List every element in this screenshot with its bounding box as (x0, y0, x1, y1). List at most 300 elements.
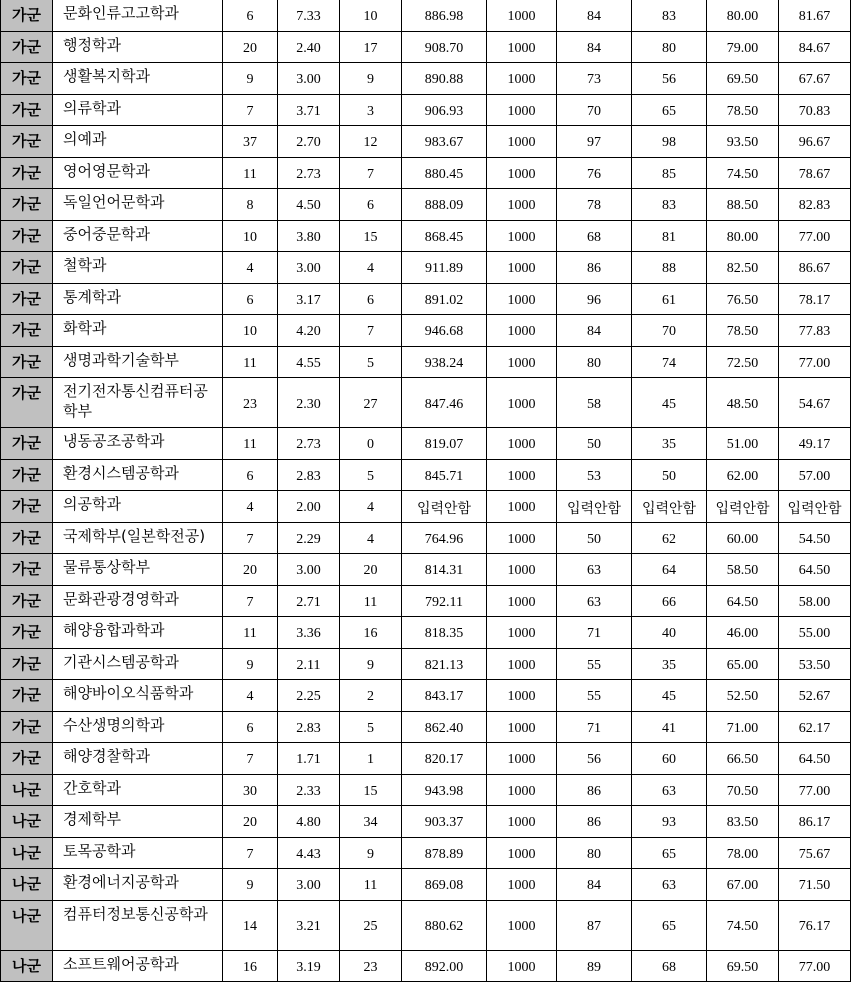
department-cell: 해양바이오식품학과 (53, 680, 223, 712)
table-row (1, 491, 851, 523)
score-full-cell: 1000 (487, 869, 557, 901)
group-cell: 가군 (1, 0, 53, 31)
subject-3-cell: 78.50 (707, 315, 779, 347)
score-cut-cell: 908.70 (402, 31, 487, 63)
average-cell: 77.00 (779, 346, 851, 378)
quota-cell: 9 (223, 648, 278, 680)
score-cut-cell: 891.02 (402, 283, 487, 315)
subject-2-cell: 64 (632, 554, 707, 586)
average-cell: 55.00 (779, 617, 851, 649)
department-cell: 화학과 (53, 315, 223, 347)
department-cell: 토목공학과 (53, 837, 223, 869)
waitlist-rank-cell: 15 (340, 774, 402, 806)
average-cell: 49.17 (779, 428, 851, 460)
score-full-cell: 1000 (487, 900, 557, 950)
competition-rate-cell: 2.29 (278, 522, 340, 554)
competition-rate-cell: 2.83 (278, 711, 340, 743)
score-cut-cell: 868.45 (402, 220, 487, 252)
quota-cell: 14 (223, 900, 278, 950)
table-row (1, 252, 851, 284)
subject-2-cell: 83 (632, 189, 707, 221)
department-cell: 컴퓨터정보통신공학과 (53, 900, 223, 950)
quota-cell: 4 (223, 491, 278, 523)
score-cut-cell: 821.13 (402, 648, 487, 680)
group-cell: 가군 (1, 491, 53, 523)
quota-cell: 16 (223, 950, 278, 982)
table-row (1, 869, 851, 901)
group-cell: 나군 (1, 900, 53, 950)
competition-rate-cell: 2.70 (278, 126, 340, 158)
competition-rate-cell: 3.80 (278, 220, 340, 252)
department-cell: 경제학부 (53, 806, 223, 838)
score-full-cell: 1000 (487, 950, 557, 982)
score-full-cell: 1000 (487, 346, 557, 378)
subject-1-cell: 80 (557, 346, 632, 378)
average-cell: 54.50 (779, 522, 851, 554)
subject-2-cell: 85 (632, 157, 707, 189)
subject-3-cell: 80.00 (707, 0, 779, 31)
competition-rate-cell: 2.30 (278, 378, 340, 428)
table-row (1, 126, 851, 158)
quota-cell: 7 (223, 743, 278, 775)
subject-1-cell: 56 (557, 743, 632, 775)
score-full-cell: 1000 (487, 459, 557, 491)
quota-cell: 7 (223, 94, 278, 126)
competition-rate-cell: 2.25 (278, 680, 340, 712)
quota-cell: 6 (223, 0, 278, 31)
quota-cell: 6 (223, 711, 278, 743)
score-full-cell: 1000 (487, 63, 557, 95)
score-full-cell: 1000 (487, 31, 557, 63)
score-cut-cell: 911.89 (402, 252, 487, 284)
subject-2-cell: 65 (632, 94, 707, 126)
score-cut-cell: 869.08 (402, 869, 487, 901)
score-cut-cell: 820.17 (402, 743, 487, 775)
department-cell: 의공학과 (53, 491, 223, 523)
quota-cell: 7 (223, 837, 278, 869)
group-cell: 가군 (1, 220, 53, 252)
subject-1-cell: 97 (557, 126, 632, 158)
score-full-cell: 1000 (487, 189, 557, 221)
waitlist-rank-cell: 2 (340, 680, 402, 712)
competition-rate-cell: 4.80 (278, 806, 340, 838)
average-cell: 75.67 (779, 837, 851, 869)
subject-1-cell: 84 (557, 31, 632, 63)
average-cell: 96.67 (779, 126, 851, 158)
score-full-cell: 1000 (487, 0, 557, 31)
group-cell: 가군 (1, 428, 53, 460)
table-row (1, 806, 851, 838)
subject-2-cell: 93 (632, 806, 707, 838)
subject-2-cell: 35 (632, 428, 707, 460)
waitlist-rank-cell: 11 (340, 869, 402, 901)
subject-1-cell: 63 (557, 554, 632, 586)
score-full-cell: 1000 (487, 806, 557, 838)
average-cell: 64.50 (779, 554, 851, 586)
average-cell: 86.17 (779, 806, 851, 838)
quota-cell: 23 (223, 378, 278, 428)
table-row (1, 428, 851, 460)
average-cell: 67.67 (779, 63, 851, 95)
competition-rate-cell: 3.17 (278, 283, 340, 315)
quota-cell: 6 (223, 459, 278, 491)
subject-3-cell: 52.50 (707, 680, 779, 712)
subject-2-cell: 65 (632, 900, 707, 950)
average-cell: 76.17 (779, 900, 851, 950)
subject-3-cell: 80.00 (707, 220, 779, 252)
subject-2-cell: 80 (632, 31, 707, 63)
score-cut-cell: 888.09 (402, 189, 487, 221)
waitlist-rank-cell: 1 (340, 743, 402, 775)
waitlist-rank-cell: 3 (340, 94, 402, 126)
department-cell: 영어영문학과 (53, 157, 223, 189)
group-cell: 가군 (1, 63, 53, 95)
quota-cell: 11 (223, 617, 278, 649)
subject-2-cell: 65 (632, 837, 707, 869)
waitlist-rank-cell: 25 (340, 900, 402, 950)
average-cell: 78.67 (779, 157, 851, 189)
subject-1-cell: 96 (557, 283, 632, 315)
score-full-cell: 1000 (487, 252, 557, 284)
quota-cell: 10 (223, 315, 278, 347)
average-cell: 70.83 (779, 94, 851, 126)
department-cell: 해양경찰학과 (53, 743, 223, 775)
score-cut-cell: 792.11 (402, 585, 487, 617)
average-cell: 77.00 (779, 774, 851, 806)
average-cell: 62.17 (779, 711, 851, 743)
table-row (1, 900, 851, 950)
average-cell: 86.67 (779, 252, 851, 284)
table-body (1, 0, 851, 982)
table-row (1, 94, 851, 126)
subject-2-cell: 74 (632, 346, 707, 378)
table-row (1, 554, 851, 586)
table-row (1, 648, 851, 680)
waitlist-rank-cell: 9 (340, 63, 402, 95)
department-cell: 문화인류고고학과 (53, 0, 223, 31)
subject-2-cell: 45 (632, 378, 707, 428)
competition-rate-cell: 4.20 (278, 315, 340, 347)
waitlist-rank-cell: 0 (340, 428, 402, 460)
score-full-cell: 1000 (487, 220, 557, 252)
subject-1-cell: 55 (557, 680, 632, 712)
score-full-cell: 1000 (487, 837, 557, 869)
subject-2-cell: 60 (632, 743, 707, 775)
subject-3-cell: 46.00 (707, 617, 779, 649)
average-cell: 81.67 (779, 0, 851, 31)
subject-3-cell: 82.50 (707, 252, 779, 284)
group-cell: 가군 (1, 378, 53, 428)
subject-3-cell: 76.50 (707, 283, 779, 315)
subject-2-cell: 83 (632, 0, 707, 31)
competition-rate-cell: 2.11 (278, 648, 340, 680)
group-cell: 가군 (1, 252, 53, 284)
subject-3-cell: 83.50 (707, 806, 779, 838)
quota-cell: 11 (223, 157, 278, 189)
subject-3-cell: 51.00 (707, 428, 779, 460)
competition-rate-cell: 3.00 (278, 869, 340, 901)
waitlist-rank-cell: 5 (340, 459, 402, 491)
subject-2-cell: 45 (632, 680, 707, 712)
subject-3-cell: 58.50 (707, 554, 779, 586)
subject-1-cell: 55 (557, 648, 632, 680)
subject-3-cell: 62.00 (707, 459, 779, 491)
score-full-cell: 1000 (487, 157, 557, 189)
score-full-cell: 1000 (487, 774, 557, 806)
quota-cell: 20 (223, 554, 278, 586)
group-cell: 가군 (1, 680, 53, 712)
department-cell: 행정학과 (53, 31, 223, 63)
competition-rate-cell: 3.36 (278, 617, 340, 649)
waitlist-rank-cell: 12 (340, 126, 402, 158)
score-cut-cell: 764.96 (402, 522, 487, 554)
average-cell: 82.83 (779, 189, 851, 221)
department-cell: 독일언어문학과 (53, 189, 223, 221)
competition-rate-cell: 2.83 (278, 459, 340, 491)
quota-cell: 7 (223, 585, 278, 617)
subject-1-cell: 58 (557, 378, 632, 428)
department-cell: 소프트웨어공학과 (53, 950, 223, 982)
group-cell: 가군 (1, 346, 53, 378)
department-cell: 철학과 (53, 252, 223, 284)
subject-1-cell: 87 (557, 900, 632, 950)
subject-3-cell: 64.50 (707, 585, 779, 617)
competition-rate-cell: 1.71 (278, 743, 340, 775)
group-cell: 가군 (1, 743, 53, 775)
competition-rate-cell: 3.21 (278, 900, 340, 950)
table-row (1, 774, 851, 806)
score-cut-cell: 938.24 (402, 346, 487, 378)
subject-1-cell: 84 (557, 869, 632, 901)
waitlist-rank-cell: 6 (340, 283, 402, 315)
score-full-cell: 1000 (487, 378, 557, 428)
average-cell: 53.50 (779, 648, 851, 680)
group-cell: 가군 (1, 459, 53, 491)
subject-3-cell: 70.50 (707, 774, 779, 806)
waitlist-rank-cell: 9 (340, 837, 402, 869)
subject-2-cell: 40 (632, 617, 707, 649)
score-full-cell: 1000 (487, 283, 557, 315)
average-cell: 77.00 (779, 950, 851, 982)
subject-3-cell: 93.50 (707, 126, 779, 158)
score-cut-cell: 845.71 (402, 459, 487, 491)
group-cell: 나군 (1, 837, 53, 869)
average-cell: 입력안함 (779, 491, 851, 523)
waitlist-rank-cell: 4 (340, 252, 402, 284)
group-cell: 가군 (1, 189, 53, 221)
score-full-cell: 1000 (487, 680, 557, 712)
table-row (1, 585, 851, 617)
waitlist-rank-cell: 9 (340, 648, 402, 680)
group-cell: 가군 (1, 31, 53, 63)
waitlist-rank-cell: 5 (340, 711, 402, 743)
subject-2-cell: 35 (632, 648, 707, 680)
waitlist-rank-cell: 17 (340, 31, 402, 63)
department-cell: 냉동공조공학과 (53, 428, 223, 460)
department-cell: 문화관광경영학과 (53, 585, 223, 617)
score-cut-cell: 880.62 (402, 900, 487, 950)
table-row (1, 743, 851, 775)
subject-2-cell: 입력안함 (632, 491, 707, 523)
competition-rate-cell: 2.40 (278, 31, 340, 63)
group-cell: 가군 (1, 617, 53, 649)
competition-rate-cell: 2.33 (278, 774, 340, 806)
average-cell: 84.67 (779, 31, 851, 63)
quota-cell: 30 (223, 774, 278, 806)
score-cut-cell: 946.68 (402, 315, 487, 347)
group-cell: 가군 (1, 315, 53, 347)
score-cut-cell: 818.35 (402, 617, 487, 649)
score-full-cell: 1000 (487, 554, 557, 586)
group-cell: 나군 (1, 869, 53, 901)
subject-2-cell: 50 (632, 459, 707, 491)
subject-1-cell: 89 (557, 950, 632, 982)
subject-3-cell: 66.50 (707, 743, 779, 775)
score-full-cell: 1000 (487, 711, 557, 743)
subject-3-cell: 69.50 (707, 950, 779, 982)
group-cell: 가군 (1, 157, 53, 189)
quota-cell: 11 (223, 428, 278, 460)
subject-1-cell: 53 (557, 459, 632, 491)
subject-2-cell: 88 (632, 252, 707, 284)
subject-2-cell: 81 (632, 220, 707, 252)
table-row (1, 346, 851, 378)
average-cell: 77.00 (779, 220, 851, 252)
group-cell: 가군 (1, 94, 53, 126)
subject-1-cell: 50 (557, 522, 632, 554)
table-row (1, 220, 851, 252)
table-row (1, 157, 851, 189)
competition-rate-cell: 3.00 (278, 63, 340, 95)
score-full-cell: 1000 (487, 617, 557, 649)
score-full-cell: 1000 (487, 315, 557, 347)
score-full-cell: 1000 (487, 428, 557, 460)
table-row (1, 63, 851, 95)
group-cell: 가군 (1, 711, 53, 743)
competition-rate-cell: 7.33 (278, 0, 340, 31)
table-row (1, 711, 851, 743)
quota-cell: 9 (223, 63, 278, 95)
subject-3-cell: 74.50 (707, 157, 779, 189)
subject-1-cell: 63 (557, 585, 632, 617)
subject-1-cell: 입력안함 (557, 491, 632, 523)
subject-3-cell: 71.00 (707, 711, 779, 743)
quota-cell: 8 (223, 189, 278, 221)
table-row (1, 522, 851, 554)
department-cell: 환경에너지공학과 (53, 869, 223, 901)
competition-rate-cell: 3.71 (278, 94, 340, 126)
subject-2-cell: 61 (632, 283, 707, 315)
waitlist-rank-cell: 4 (340, 522, 402, 554)
group-cell: 가군 (1, 554, 53, 586)
score-cut-cell: 843.17 (402, 680, 487, 712)
score-cut-cell: 814.31 (402, 554, 487, 586)
subject-1-cell: 86 (557, 806, 632, 838)
department-cell: 간호학과 (53, 774, 223, 806)
group-cell: 가군 (1, 126, 53, 158)
score-cut-cell: 886.98 (402, 0, 487, 31)
subject-1-cell: 80 (557, 837, 632, 869)
subject-1-cell: 86 (557, 252, 632, 284)
subject-2-cell: 56 (632, 63, 707, 95)
subject-3-cell: 79.00 (707, 31, 779, 63)
subject-1-cell: 76 (557, 157, 632, 189)
subject-3-cell: 74.50 (707, 900, 779, 950)
score-cut-cell: 878.89 (402, 837, 487, 869)
subject-3-cell: 78.50 (707, 94, 779, 126)
average-cell: 58.00 (779, 585, 851, 617)
subject-1-cell: 78 (557, 189, 632, 221)
department-cell: 중어중문학과 (53, 220, 223, 252)
score-full-cell: 1000 (487, 743, 557, 775)
score-cut-cell: 943.98 (402, 774, 487, 806)
group-cell: 가군 (1, 585, 53, 617)
score-cut-cell: 819.07 (402, 428, 487, 460)
department-cell: 전기전자통신컴퓨터공학부 (53, 378, 223, 428)
score-cut-cell: 892.00 (402, 950, 487, 982)
waitlist-rank-cell: 34 (340, 806, 402, 838)
score-cut-cell: 906.93 (402, 94, 487, 126)
group-cell: 나군 (1, 950, 53, 982)
waitlist-rank-cell: 11 (340, 585, 402, 617)
score-cut-cell: 983.67 (402, 126, 487, 158)
group-cell: 가군 (1, 648, 53, 680)
quota-cell: 7 (223, 522, 278, 554)
waitlist-rank-cell: 20 (340, 554, 402, 586)
subject-2-cell: 62 (632, 522, 707, 554)
waitlist-rank-cell: 23 (340, 950, 402, 982)
subject-3-cell: 67.00 (707, 869, 779, 901)
subject-2-cell: 98 (632, 126, 707, 158)
score-cut-cell: 903.37 (402, 806, 487, 838)
waitlist-rank-cell: 15 (340, 220, 402, 252)
subject-2-cell: 68 (632, 950, 707, 982)
subject-1-cell: 71 (557, 617, 632, 649)
score-cut-cell: 880.45 (402, 157, 487, 189)
score-full-cell: 1000 (487, 585, 557, 617)
waitlist-rank-cell: 16 (340, 617, 402, 649)
quota-cell: 6 (223, 283, 278, 315)
subject-3-cell: 60.00 (707, 522, 779, 554)
average-cell: 78.17 (779, 283, 851, 315)
subject-3-cell: 입력안함 (707, 491, 779, 523)
competition-rate-cell: 2.00 (278, 491, 340, 523)
average-cell: 77.83 (779, 315, 851, 347)
subject-3-cell: 69.50 (707, 63, 779, 95)
table-row (1, 837, 851, 869)
waitlist-rank-cell: 27 (340, 378, 402, 428)
quota-cell: 4 (223, 680, 278, 712)
competition-rate-cell: 2.73 (278, 157, 340, 189)
score-full-cell: 1000 (487, 648, 557, 680)
group-cell: 가군 (1, 522, 53, 554)
group-cell: 가군 (1, 283, 53, 315)
quota-cell: 20 (223, 806, 278, 838)
competition-rate-cell: 2.71 (278, 585, 340, 617)
score-cut-cell: 847.46 (402, 378, 487, 428)
subject-1-cell: 73 (557, 63, 632, 95)
department-cell: 기관시스템공학과 (53, 648, 223, 680)
subject-3-cell: 72.50 (707, 346, 779, 378)
subject-1-cell: 86 (557, 774, 632, 806)
department-cell: 의류학과 (53, 94, 223, 126)
quota-cell: 20 (223, 31, 278, 63)
subject-2-cell: 41 (632, 711, 707, 743)
quota-cell: 37 (223, 126, 278, 158)
waitlist-rank-cell: 7 (340, 315, 402, 347)
table-row (1, 680, 851, 712)
score-full-cell: 1000 (487, 522, 557, 554)
